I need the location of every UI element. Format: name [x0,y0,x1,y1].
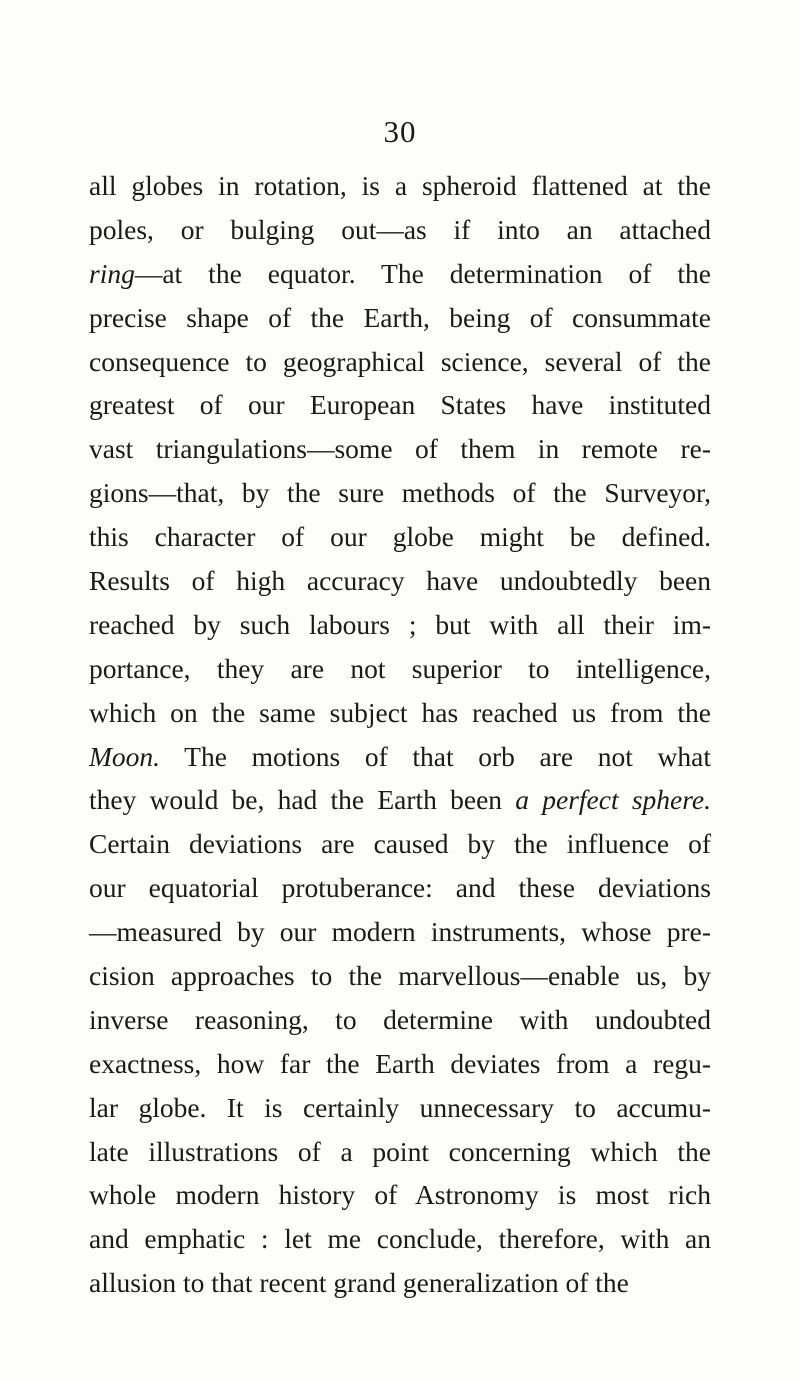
text-run: our equatorial protuberance: and these deviations [89,872,711,904]
text-run: consequence to geographical science, several of the [89,345,711,377]
text-run: precise shape of the Earth, being of consummate [89,301,711,333]
text-run: lar globe. It is certainly unnecessary to accumu- [89,1091,711,1123]
text-line [89,208,711,252]
text-line [89,735,711,779]
text-run: greatest of our European States have instituted [89,389,711,421]
text-run: Certain deviations are caused by the influence of [89,828,711,860]
text-run: whole modern history of Astronomy is most rich [89,1179,711,1211]
text-run: exactness, how far the Earth deviates from a regu- [89,1047,711,1079]
text-run: —at the equator. The determination of the [134,257,711,289]
text-line [89,1217,711,1261]
text-line [89,471,711,515]
italic-text: a perfect sphere. [515,784,711,816]
text-line [89,340,711,384]
text-run: vast triangulations—some of them in remote re- [89,433,711,465]
text-line [89,647,711,691]
page-number: 30 [383,114,417,149]
text-run: inverse reasoning, to determine with undoubted [89,1003,711,1035]
text-line [89,1042,711,1086]
text-line [89,1261,711,1305]
text-run: late illustrations of a point concerning which the [89,1135,711,1167]
text-line [89,866,711,910]
text-line [89,822,711,866]
text-run: Results of high accuracy have undoubtedly been [89,565,711,597]
text-line [89,515,711,559]
text-run: reached by such labours ; but with all their im- [89,608,711,640]
text-run: allusion to that recent grand generalization of the [89,1267,629,1299]
text-run: and emphatic : let me conclude, therefore, with an [89,1223,711,1255]
text-line [89,1130,711,1174]
text-run: which on the same subject has reached us from the [89,696,711,728]
text-line [89,691,711,735]
text-line [89,559,711,603]
italic-text: ring [89,257,135,289]
text-run: cision approaches to the marvellous—enable us, by [89,960,711,992]
text-line [89,1086,711,1130]
text-run: portance, they are not superior to intelligence, [89,652,711,684]
text-run: all globes in rotation, is a spheroid flattened at the [89,170,711,201]
text-line [89,383,711,427]
text-run: poles, or bulging out—as if into an attached [89,213,711,245]
body-text [89,164,711,1305]
text-line [89,427,711,471]
text-run: this character of our globe might be defined. [89,521,711,553]
text-line [89,998,711,1042]
text-run: gions—that, by the sure methods of the Surveyor, [89,477,711,509]
text-run: —measured by our modern instruments, whose pre- [89,916,711,948]
italic-text: Moon. [89,740,161,772]
text-line [89,252,711,296]
text-run: they would be, had the Earth been [89,784,516,816]
text-line [89,954,711,998]
text-run: The motions of that orb are not what [160,740,711,772]
text-line [89,910,711,954]
text-line [89,164,711,208]
text-line [89,1173,711,1217]
text-line [89,778,711,822]
text-line [89,296,711,340]
text-line [89,603,711,647]
